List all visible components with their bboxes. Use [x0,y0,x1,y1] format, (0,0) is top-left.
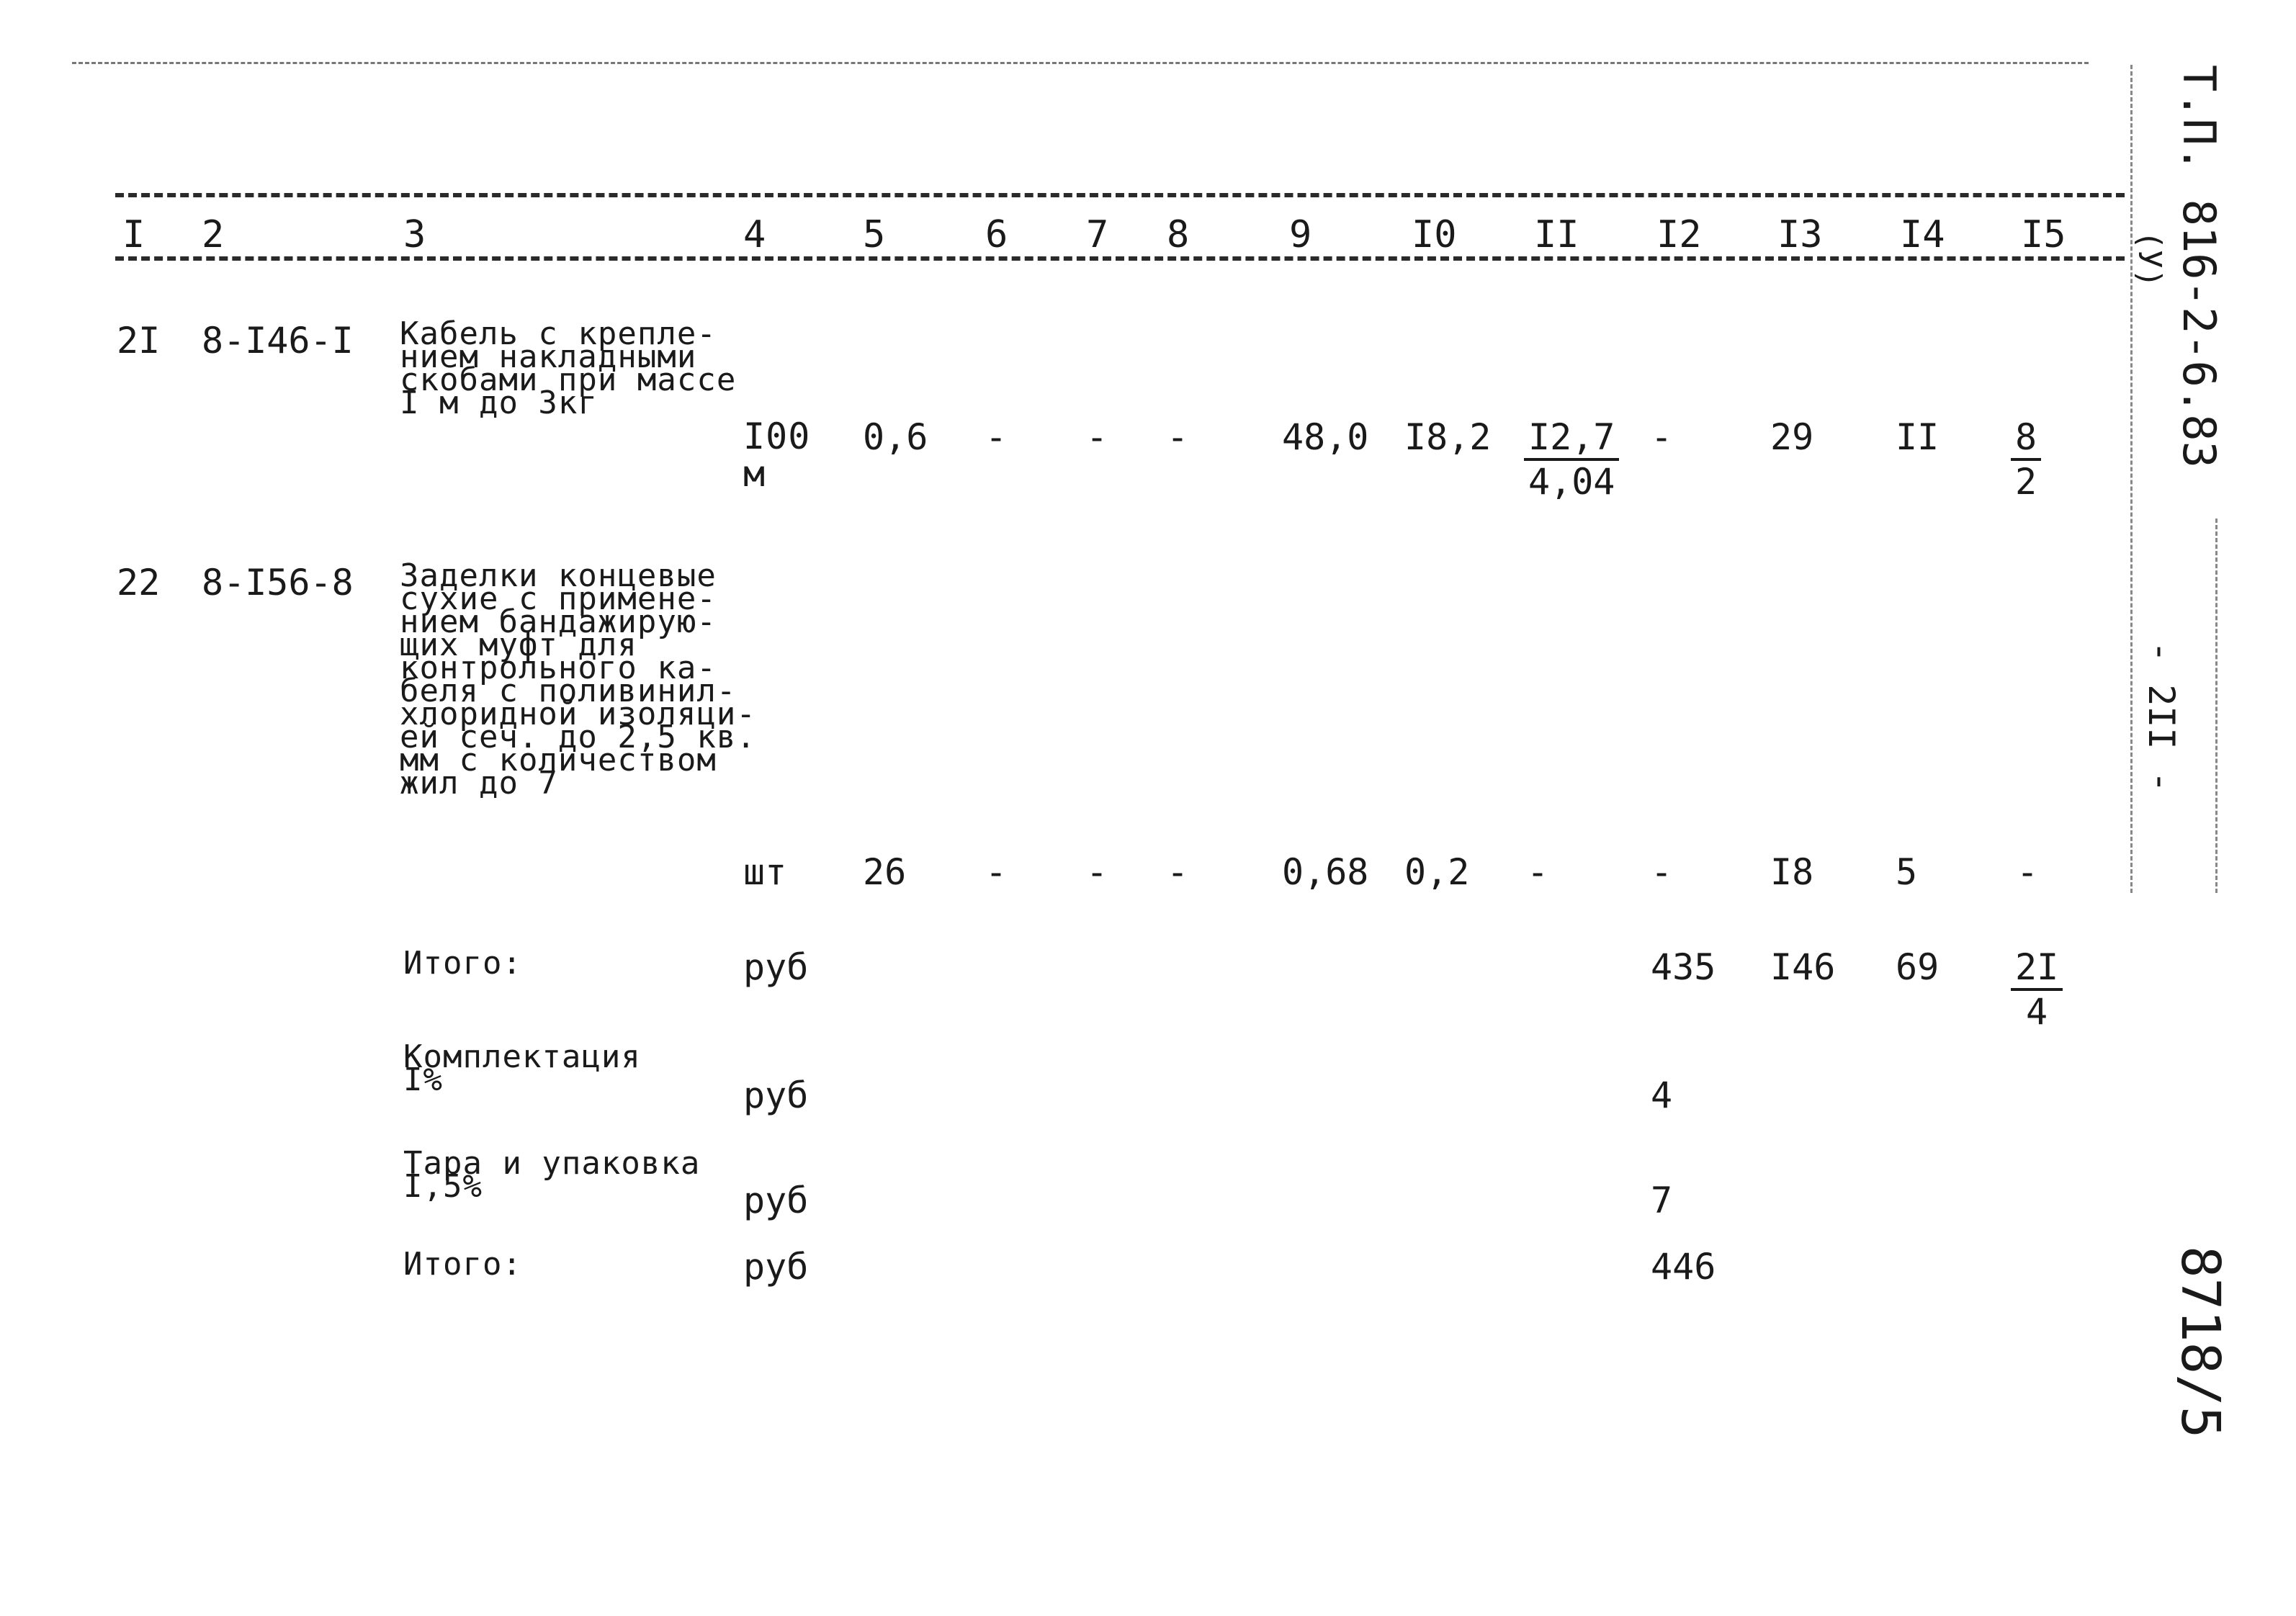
grand-total-c12: 446 [1651,1246,1716,1288]
packaging-unit: руб [743,1180,809,1221]
row-c5: 0,6 [863,416,928,458]
totals-c12: 435 [1651,946,1716,988]
sheet-number [2169,1246,2231,1438]
row-c8: - [1167,851,1189,893]
row-c7: - [1086,851,1108,893]
fraction-numerator: I2,7 [1524,419,1619,461]
page-number [2140,641,2182,793]
col-header-15: I5 [2021,213,2066,256]
row-c15-fraction [2011,416,2041,503]
margin-divider [2130,65,2133,893]
col-header-13: I3 [1777,213,1823,256]
row-c6: - [985,416,1008,458]
header-rule-bottom [115,256,2125,261]
grand-total-label: Итого: [403,1246,522,1283]
row-c11: - [1527,851,1549,893]
row-code: 8-I56-8 [202,562,354,603]
fraction-denominator: 4 [2026,991,2048,1033]
row-c10: 0,2 [1404,851,1470,893]
top-rule [72,62,2089,64]
row-c13: I8 [1770,851,1814,893]
col-header-14: I4 [1900,213,1945,256]
fraction-numerator: 2I [2011,949,2063,991]
doc-sub-text: (У) [2131,230,2168,288]
doc-code [2173,65,2225,468]
row-c8: - [1167,416,1189,458]
completing-c12: 4 [1651,1074,1673,1116]
completing-unit: руб [743,1074,809,1116]
row-c14: 5 [1896,851,1918,893]
row-c9: 0,68 [1282,851,1369,893]
row-code: 8-I46-I [202,320,354,362]
grand-total-unit: руб [743,1246,809,1288]
row-c10: I8,2 [1404,416,1492,458]
col-header-3: 3 [403,213,426,256]
row-description: Заделки концевые сухие с примене- нием бандажирую- щих муфт для контрольного ка- беля с поливинил- хлоридной изоляци- ей сеч. до 2,5 кв. мм с количеством жил до 7 [400,557,756,802]
col-header-4: 4 [743,213,766,256]
sheet-number-text: 8718/5 [2169,1246,2231,1439]
fraction-denominator: 4,04 [1528,461,1615,503]
row-unit: I00 м [743,416,811,495]
col-header-7: 7 [1086,213,1109,256]
totals-unit: руб [743,946,809,988]
col-header-2: 2 [202,213,225,256]
row-number: 22 [117,562,161,603]
row-c12: - [1651,416,1673,458]
row-c11-fraction [1524,416,1619,503]
col-header-12: I2 [1656,213,1702,256]
col-header-6: 6 [985,213,1008,256]
packaging-label: Тара и упаковка I,5% [403,1145,701,1205]
col-header-9: 9 [1289,213,1312,256]
totals-c13: I46 [1770,946,1836,988]
col-header-11: II [1534,213,1579,256]
doc-code-text: Т.П. 816-2-6.83 [2173,65,2225,468]
completing-label: Комплектация I% [403,1038,641,1098]
header-rule-top [115,193,2125,197]
totals-label: Итого: [403,945,522,982]
row-c13: 29 [1770,416,1814,458]
row-c6: - [985,851,1008,893]
row-c12: - [1651,851,1673,893]
row-c15: - [2017,851,2039,893]
doc-code-sub [2131,230,2168,287]
row-c9: 48,0 [1282,416,1369,458]
row-c14: II [1896,416,1940,458]
margin-divider [2215,519,2217,893]
fraction-denominator: 2 [2015,461,2037,503]
packaging-c12: 7 [1651,1180,1673,1221]
row-unit: шт [743,851,787,893]
totals-c14: 69 [1896,946,1940,988]
fraction-numerator: 8 [2011,419,2041,461]
row-c7: - [1086,416,1108,458]
row-number: 2I [117,320,161,362]
col-header-5: 5 [863,213,886,256]
page-number-text: - 2II - [2140,641,2182,793]
col-header-1: I [122,213,145,256]
row-description: Кабель с крепле- нием накладными скобами при массе I м до 3кг [400,315,737,421]
col-header-10: I0 [1412,213,1457,256]
row-c5: 26 [863,851,907,893]
col-header-8: 8 [1167,213,1190,256]
totals-c15-fraction [2011,946,2063,1033]
